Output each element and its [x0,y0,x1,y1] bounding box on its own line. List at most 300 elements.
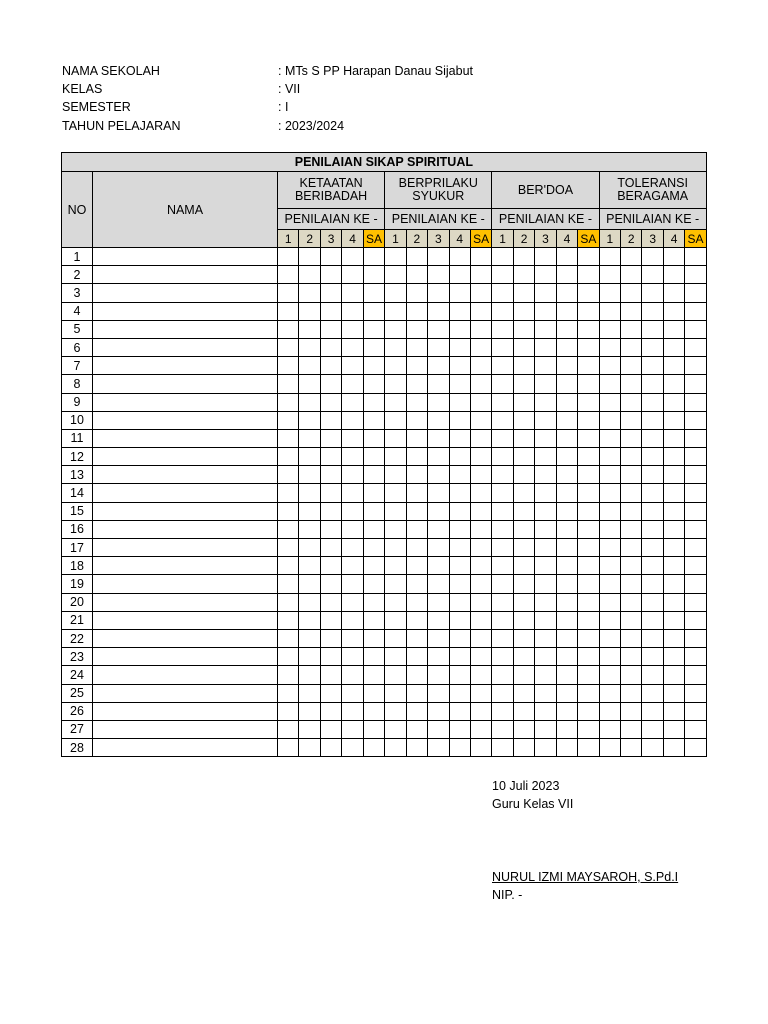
score-cell[interactable] [449,429,470,447]
score-cell[interactable] [406,575,427,593]
score-cell[interactable] [320,611,341,629]
score-cell[interactable] [621,302,642,320]
score-cell[interactable] [278,702,299,720]
score-cell[interactable] [578,629,599,647]
score-cell[interactable] [363,429,384,447]
score-cell[interactable] [342,248,363,266]
score-cell[interactable] [299,629,320,647]
score-cell[interactable] [278,302,299,320]
score-cell[interactable] [556,484,577,502]
score-cell[interactable] [406,739,427,757]
score-cell[interactable] [663,502,684,520]
score-cell[interactable] [449,575,470,593]
score-cell[interactable] [621,557,642,575]
score-cell[interactable] [385,338,406,356]
score-cell[interactable] [299,266,320,284]
score-cell[interactable] [513,375,534,393]
score-cell[interactable] [599,539,620,557]
score-cell[interactable] [342,702,363,720]
score-cell[interactable] [578,648,599,666]
score-cell[interactable] [278,320,299,338]
score-cell[interactable] [535,720,556,738]
score-cell[interactable] [320,411,341,429]
name-cell[interactable] [93,648,278,666]
score-cell[interactable] [513,520,534,538]
score-cell[interactable] [299,720,320,738]
score-cell[interactable] [535,266,556,284]
score-cell[interactable] [535,448,556,466]
score-cell[interactable] [556,248,577,266]
score-cell[interactable] [556,575,577,593]
score-cell[interactable] [278,502,299,520]
score-cell[interactable] [428,357,449,375]
score-cell[interactable] [385,557,406,575]
score-cell[interactable] [342,557,363,575]
score-cell[interactable] [278,393,299,411]
score-cell[interactable] [385,320,406,338]
score-cell[interactable] [470,684,491,702]
score-cell[interactable] [406,666,427,684]
score-cell[interactable] [363,684,384,702]
score-cell[interactable] [642,611,663,629]
score-cell[interactable] [406,611,427,629]
score-cell[interactable] [621,539,642,557]
score-cell[interactable] [449,593,470,611]
score-cell[interactable] [663,284,684,302]
score-cell[interactable] [406,520,427,538]
name-cell[interactable] [93,448,278,466]
score-cell[interactable] [385,484,406,502]
score-cell[interactable] [449,320,470,338]
score-cell[interactable] [320,702,341,720]
score-cell[interactable] [299,666,320,684]
score-cell[interactable] [621,684,642,702]
score-cell[interactable] [406,593,427,611]
score-cell[interactable] [428,720,449,738]
score-cell[interactable] [492,702,513,720]
score-cell[interactable] [299,466,320,484]
score-cell[interactable] [385,357,406,375]
score-cell[interactable] [642,284,663,302]
score-cell[interactable] [363,648,384,666]
score-cell[interactable] [320,357,341,375]
score-cell[interactable] [299,739,320,757]
score-cell[interactable] [599,648,620,666]
score-cell[interactable] [299,338,320,356]
score-cell[interactable] [470,611,491,629]
name-cell[interactable] [93,248,278,266]
score-cell[interactable] [278,720,299,738]
score-cell[interactable] [513,484,534,502]
score-cell[interactable] [556,629,577,647]
score-cell[interactable] [685,702,706,720]
score-cell[interactable] [406,411,427,429]
score-cell[interactable] [513,502,534,520]
score-cell[interactable] [342,611,363,629]
score-cell[interactable] [642,575,663,593]
score-cell[interactable] [642,338,663,356]
score-cell[interactable] [513,448,534,466]
score-cell[interactable] [685,393,706,411]
score-cell[interactable] [470,429,491,447]
score-cell[interactable] [320,520,341,538]
score-cell[interactable] [599,739,620,757]
score-cell[interactable] [492,557,513,575]
score-cell[interactable] [406,484,427,502]
score-cell[interactable] [663,539,684,557]
score-cell[interactable] [385,575,406,593]
score-cell[interactable] [428,593,449,611]
score-cell[interactable] [342,429,363,447]
name-cell[interactable] [93,284,278,302]
score-cell[interactable] [492,448,513,466]
score-cell[interactable] [685,466,706,484]
score-cell[interactable] [578,411,599,429]
score-cell[interactable] [406,266,427,284]
score-cell[interactable] [492,611,513,629]
score-cell[interactable] [470,411,491,429]
score-cell[interactable] [621,338,642,356]
score-cell[interactable] [535,520,556,538]
score-cell[interactable] [685,739,706,757]
score-cell[interactable] [363,466,384,484]
score-cell[interactable] [513,248,534,266]
score-cell[interactable] [513,593,534,611]
score-cell[interactable] [556,302,577,320]
score-cell[interactable] [513,302,534,320]
score-cell[interactable] [642,411,663,429]
score-cell[interactable] [642,557,663,575]
score-cell[interactable] [685,357,706,375]
score-cell[interactable] [449,666,470,684]
score-cell[interactable] [621,702,642,720]
score-cell[interactable] [535,411,556,429]
score-cell[interactable] [599,302,620,320]
score-cell[interactable] [363,266,384,284]
name-cell[interactable] [93,557,278,575]
score-cell[interactable] [599,629,620,647]
score-cell[interactable] [578,429,599,447]
score-cell[interactable] [470,539,491,557]
score-cell[interactable] [599,466,620,484]
name-cell[interactable] [93,429,278,447]
score-cell[interactable] [642,393,663,411]
score-cell[interactable] [363,629,384,647]
name-cell[interactable] [93,393,278,411]
score-cell[interactable] [278,684,299,702]
score-cell[interactable] [685,284,706,302]
score-cell[interactable] [621,466,642,484]
score-cell[interactable] [492,575,513,593]
score-cell[interactable] [278,575,299,593]
score-cell[interactable] [363,284,384,302]
score-cell[interactable] [470,248,491,266]
score-cell[interactable] [535,502,556,520]
score-cell[interactable] [299,648,320,666]
score-cell[interactable] [599,557,620,575]
score-cell[interactable] [685,320,706,338]
score-cell[interactable] [470,320,491,338]
score-cell[interactable] [278,557,299,575]
score-cell[interactable] [342,484,363,502]
score-cell[interactable] [278,429,299,447]
score-cell[interactable] [492,411,513,429]
score-cell[interactable] [621,320,642,338]
score-cell[interactable] [621,248,642,266]
score-cell[interactable] [363,593,384,611]
score-cell[interactable] [685,720,706,738]
score-cell[interactable] [470,448,491,466]
score-cell[interactable] [320,338,341,356]
score-cell[interactable] [449,357,470,375]
score-cell[interactable] [363,248,384,266]
score-cell[interactable] [278,611,299,629]
score-cell[interactable] [492,520,513,538]
score-cell[interactable] [278,484,299,502]
score-cell[interactable] [320,375,341,393]
score-cell[interactable] [642,302,663,320]
score-cell[interactable] [556,320,577,338]
name-cell[interactable] [93,666,278,684]
score-cell[interactable] [428,502,449,520]
score-cell[interactable] [363,666,384,684]
score-cell[interactable] [470,557,491,575]
score-cell[interactable] [556,284,577,302]
score-cell[interactable] [492,739,513,757]
score-cell[interactable] [406,648,427,666]
score-cell[interactable] [663,302,684,320]
score-cell[interactable] [556,393,577,411]
score-cell[interactable] [535,484,556,502]
score-cell[interactable] [406,248,427,266]
score-cell[interactable] [513,702,534,720]
score-cell[interactable] [599,684,620,702]
score-cell[interactable] [363,739,384,757]
score-cell[interactable] [685,520,706,538]
score-cell[interactable] [428,666,449,684]
score-cell[interactable] [320,448,341,466]
score-cell[interactable] [599,266,620,284]
score-cell[interactable] [385,429,406,447]
score-cell[interactable] [449,466,470,484]
score-cell[interactable] [578,484,599,502]
score-cell[interactable] [428,393,449,411]
score-cell[interactable] [470,629,491,647]
score-cell[interactable] [599,520,620,538]
score-cell[interactable] [685,502,706,520]
name-cell[interactable] [93,411,278,429]
score-cell[interactable] [535,393,556,411]
score-cell[interactable] [663,338,684,356]
score-cell[interactable] [685,611,706,629]
name-cell[interactable] [93,539,278,557]
score-cell[interactable] [299,429,320,447]
score-cell[interactable] [342,648,363,666]
score-cell[interactable] [642,502,663,520]
score-cell[interactable] [320,484,341,502]
score-cell[interactable] [513,539,534,557]
score-cell[interactable] [320,684,341,702]
score-cell[interactable] [535,429,556,447]
score-cell[interactable] [470,338,491,356]
score-cell[interactable] [428,702,449,720]
score-cell[interactable] [492,248,513,266]
score-cell[interactable] [642,648,663,666]
score-cell[interactable] [385,393,406,411]
score-cell[interactable] [513,720,534,738]
score-cell[interactable] [320,320,341,338]
score-cell[interactable] [342,375,363,393]
score-cell[interactable] [428,248,449,266]
name-cell[interactable] [93,502,278,520]
score-cell[interactable] [320,248,341,266]
score-cell[interactable] [406,684,427,702]
score-cell[interactable] [578,720,599,738]
score-cell[interactable] [513,411,534,429]
score-cell[interactable] [599,357,620,375]
score-cell[interactable] [578,702,599,720]
score-cell[interactable] [492,429,513,447]
name-cell[interactable] [93,739,278,757]
score-cell[interactable] [406,448,427,466]
score-cell[interactable] [513,557,534,575]
score-cell[interactable] [492,666,513,684]
score-cell[interactable] [621,411,642,429]
score-cell[interactable] [299,575,320,593]
score-cell[interactable] [685,448,706,466]
name-cell[interactable] [93,593,278,611]
score-cell[interactable] [492,357,513,375]
score-cell[interactable] [470,393,491,411]
score-cell[interactable] [428,648,449,666]
score-cell[interactable] [449,484,470,502]
score-cell[interactable] [342,466,363,484]
score-cell[interactable] [513,357,534,375]
score-cell[interactable] [299,320,320,338]
score-cell[interactable] [342,502,363,520]
score-cell[interactable] [556,739,577,757]
score-cell[interactable] [278,338,299,356]
score-cell[interactable] [556,411,577,429]
score-cell[interactable] [685,248,706,266]
score-cell[interactable] [278,666,299,684]
score-cell[interactable] [428,557,449,575]
score-cell[interactable] [385,502,406,520]
score-cell[interactable] [449,539,470,557]
score-cell[interactable] [556,666,577,684]
score-cell[interactable] [278,593,299,611]
score-cell[interactable] [578,557,599,575]
score-cell[interactable] [342,448,363,466]
score-cell[interactable] [428,739,449,757]
score-cell[interactable] [320,648,341,666]
score-cell[interactable] [278,520,299,538]
score-cell[interactable] [492,593,513,611]
score-cell[interactable] [363,320,384,338]
score-cell[interactable] [428,429,449,447]
score-cell[interactable] [685,429,706,447]
score-cell[interactable] [535,739,556,757]
score-cell[interactable] [406,320,427,338]
score-cell[interactable] [642,266,663,284]
score-cell[interactable] [406,284,427,302]
score-cell[interactable] [492,684,513,702]
score-cell[interactable] [428,284,449,302]
score-cell[interactable] [535,284,556,302]
score-cell[interactable] [535,466,556,484]
score-cell[interactable] [621,448,642,466]
score-cell[interactable] [363,720,384,738]
score-cell[interactable] [428,375,449,393]
score-cell[interactable] [492,320,513,338]
score-cell[interactable] [449,302,470,320]
score-cell[interactable] [556,375,577,393]
score-cell[interactable] [278,448,299,466]
score-cell[interactable] [535,666,556,684]
score-cell[interactable] [449,502,470,520]
score-cell[interactable] [663,248,684,266]
score-cell[interactable] [428,266,449,284]
score-cell[interactable] [642,666,663,684]
score-cell[interactable] [599,702,620,720]
score-cell[interactable] [663,629,684,647]
score-cell[interactable] [663,520,684,538]
score-cell[interactable] [513,666,534,684]
score-cell[interactable] [578,520,599,538]
score-cell[interactable] [385,720,406,738]
name-cell[interactable] [93,338,278,356]
score-cell[interactable] [685,539,706,557]
score-cell[interactable] [406,539,427,557]
score-cell[interactable] [342,302,363,320]
score-cell[interactable] [492,539,513,557]
score-cell[interactable] [470,357,491,375]
score-cell[interactable] [278,648,299,666]
score-cell[interactable] [470,284,491,302]
score-cell[interactable] [621,429,642,447]
score-cell[interactable] [299,539,320,557]
score-cell[interactable] [428,520,449,538]
score-cell[interactable] [599,375,620,393]
score-cell[interactable] [299,302,320,320]
score-cell[interactable] [535,648,556,666]
name-cell[interactable] [93,702,278,720]
score-cell[interactable] [449,338,470,356]
score-cell[interactable] [578,502,599,520]
score-cell[interactable] [320,539,341,557]
score-cell[interactable] [599,338,620,356]
name-cell[interactable] [93,266,278,284]
score-cell[interactable] [599,611,620,629]
score-cell[interactable] [342,720,363,738]
score-cell[interactable] [363,448,384,466]
score-cell[interactable] [556,448,577,466]
score-cell[interactable] [449,411,470,429]
score-cell[interactable] [642,702,663,720]
name-cell[interactable] [93,629,278,647]
score-cell[interactable] [535,684,556,702]
score-cell[interactable] [363,375,384,393]
score-cell[interactable] [621,666,642,684]
score-cell[interactable] [578,302,599,320]
score-cell[interactable] [556,338,577,356]
score-cell[interactable] [663,357,684,375]
score-cell[interactable] [449,393,470,411]
score-cell[interactable] [428,575,449,593]
score-cell[interactable] [535,575,556,593]
score-cell[interactable] [599,284,620,302]
score-cell[interactable] [299,502,320,520]
